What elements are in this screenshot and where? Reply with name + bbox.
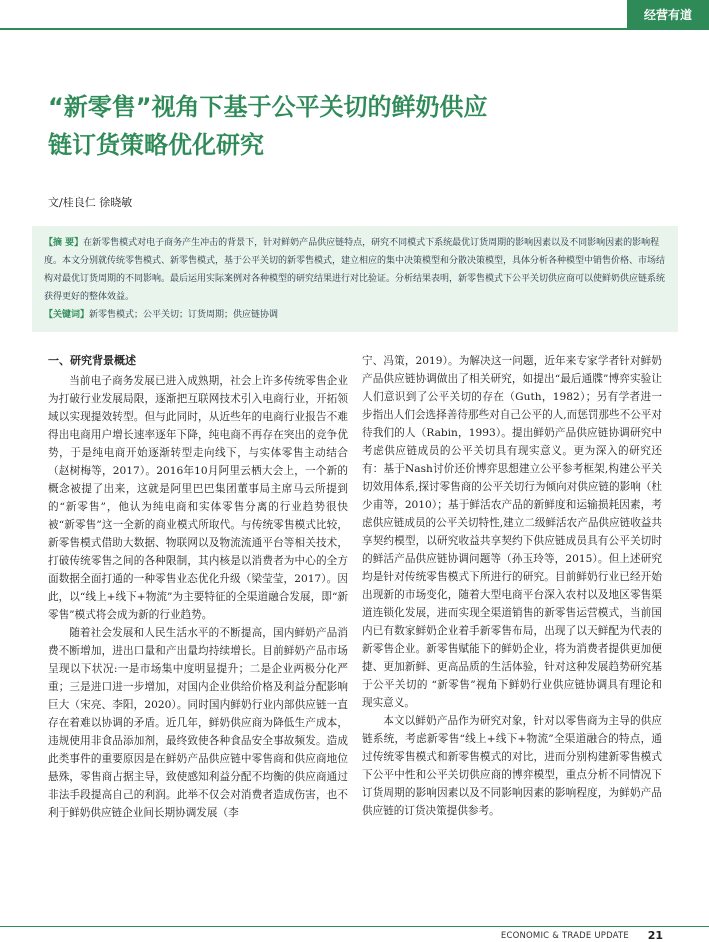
- abstract-label: 【摘 要】: [44, 238, 84, 248]
- body-paragraph: 随着社会发展和人民生活水平的不断提高，国内鲜奶产品消费不断增加，进出口量和产出量均持续增长。目前鲜奶产品市场呈现以下状况:一是市场集中度明显提升；二是企业两极分化严重；三是进口进一步增加，对国内企业供给价格及利益分配影响巨大（宋亮、李阳，2020）。同时国内鲜奶行业内部供应链一直存在着难以协调的矛盾。近几年，鲜奶供应商为降低生产成本，违规使用非食品添加剂，最终致使各种食品安全事故频发。造成此类事件的重要原因是在鲜奶产品供应链中零售商和供应商地位悬殊，零售商占据主导，致使感知利益分配不均衡的供应商通过非法手段提高自己的利润。此举不仅会对消费者造成伤害，也不利于鲜奶供应链企业间长期协调发展（李: [48, 627, 348, 819]
- abstract-text: 在新零售模式对电子商务产生冲击的背景下，针对鲜奶产品供应链特点，研究不同模式下系统最优订货周期的影响因素以及不同影响因素的影响程度。本文分别就传统零售模式、新零售模式，基于公平关切的新零售模式，建立相应的集中决策模型和分散决策模型，具体分析各种模型中销售价格、市场结构对最优订货周期的不同影响。最后运用实际案例对各种模型的研究结果进行对比验证。分析结果表明，新零售模式下公平关切供应商可以使鲜奶供应链系统获得更好的整体效益。: [44, 238, 666, 302]
- abstract: [44, 234, 666, 306]
- column-tag: 经营有道: [627, 0, 709, 28]
- page-number: 21: [647, 929, 663, 942]
- body-column-right: [362, 352, 662, 820]
- authors: 文/桂良仁 徐晓敏: [48, 196, 133, 209]
- header-rule: [0, 28, 709, 30]
- footer-rule: [0, 926, 709, 927]
- body-column-left: [48, 352, 348, 822]
- title-line-2: 链订货策略优化研究: [48, 131, 264, 159]
- body-paragraph: 宁、冯策，2019）。为解决这一问题，近年来专家学者针对鲜奶产品供应链协调做出了相关研究，如提出“最后通牒”博弈实验让人们意识到了公平关切的存在（Guth，1982）；另有学者进一步指出人们会选择善待那些对自己公平的人,而惩罚那些不公平对待我们的人（Rabin，1993）。提出鲜奶产品供应链协调研究中考虑供应链成员的公平关切具有现实意义。更为深入的研究还有：基于Nash讨价还价博弈思想建立公平参考框架,构建公平关切效用体系,探讨零售商的公平关切行为倾向对供应链的影响（杜少甫等，2010）；基于鲜活农产品的新鲜度和运输损耗因素，考虑供应链成员的公平关切特性,建立二级鲜活农产品供应链收益共享契约模型，以研究收益共享契约下供应链成员具有公平关切时的鲜活产品供应链协调问题等（孙玉玲等，2015）。但上述研究均是针对传统零售模式下所进行的研究。目前鲜奶行业已经开始出现新的市场变化，随着大型电商平台深入农村以及地区零售渠道连锁化发展，进而实现全渠道销售的新零售运营模式，当前国内已有数家鲜奶企业着手新零售布局，出现了以天鲜配为代表的新零售企业。新零售赋能下的鲜奶企业，将为消费者提供更加便捷、更加新鲜、更高品质的生活体验，针对这种发展趋势研究基于公平关切的 “新零售”视角下鲜奶行业供应链协调具有理论和现实意义。: [362, 355, 662, 709]
- keywords-label: 【关键词】: [44, 310, 90, 320]
- journal-name: ECONOMIC & TRADE UPDATE: [500, 931, 629, 941]
- body-paragraph: 当前电子商务发展已进入成熟期，社会上许多传统零售企业为打破行业发展局限，逐渐把互联网技术引入电商行业，开拓领域以实现提效转型。但与此同时，从近些年的电商行业报告不难得出电商用户增长速率逐年下降，纯电商不再存在突出的竞争优势，于是纯电商开始逐渐转型走向线下，与实体零售主动结合（赵树梅等，2017）。2016年10月阿里云栖大会上，一个新的概念被提了出来，这就是阿里巴巴集团董事局主席马云所提到的“新零售”，他认为纯电商和实体零售分离的行业趋势很快被“新零售”这一全新的商业模式所取代。与传统零售模式比较，新零售模式借助大数据、物联网以及物流流通平台等相关技术，打破传统零售之间的各种限制，其内核是以消费者为中心的全方面数据全面打通的一种零售业态优化升级（梁莹莹，2017）。因此，以“线上+线下+物流”为主要特征的全渠道融合发展，即“新零售”模式将会成为新的行业趋势。: [48, 375, 348, 621]
- body-paragraph: 本文以鲜奶产品作为研究对象，针对以零售商为主导的供应链系统，考虑新零售“线上+线下+物流”全渠道融合的特点，通过传统零售模式和新零售模式的对比，进而分别构建新零售模式下公平中性和公平关切供应商的博弈模型，重点分析不同情况下订货周期的影响因素以及不同影响因素的影响程度，为鲜奶产品供应链的订货决策提供参考。: [362, 715, 662, 817]
- keywords: [44, 306, 666, 324]
- section-heading: 一、研究背景概述: [48, 354, 136, 367]
- article-title: [48, 88, 668, 164]
- title-line-1: “新零售”视角下基于公平关切的鲜奶供应: [48, 93, 488, 121]
- abstract-box: [32, 226, 678, 332]
- keywords-text: 新零售模式；公平关切；订货周期；供应链协调: [89, 310, 279, 320]
